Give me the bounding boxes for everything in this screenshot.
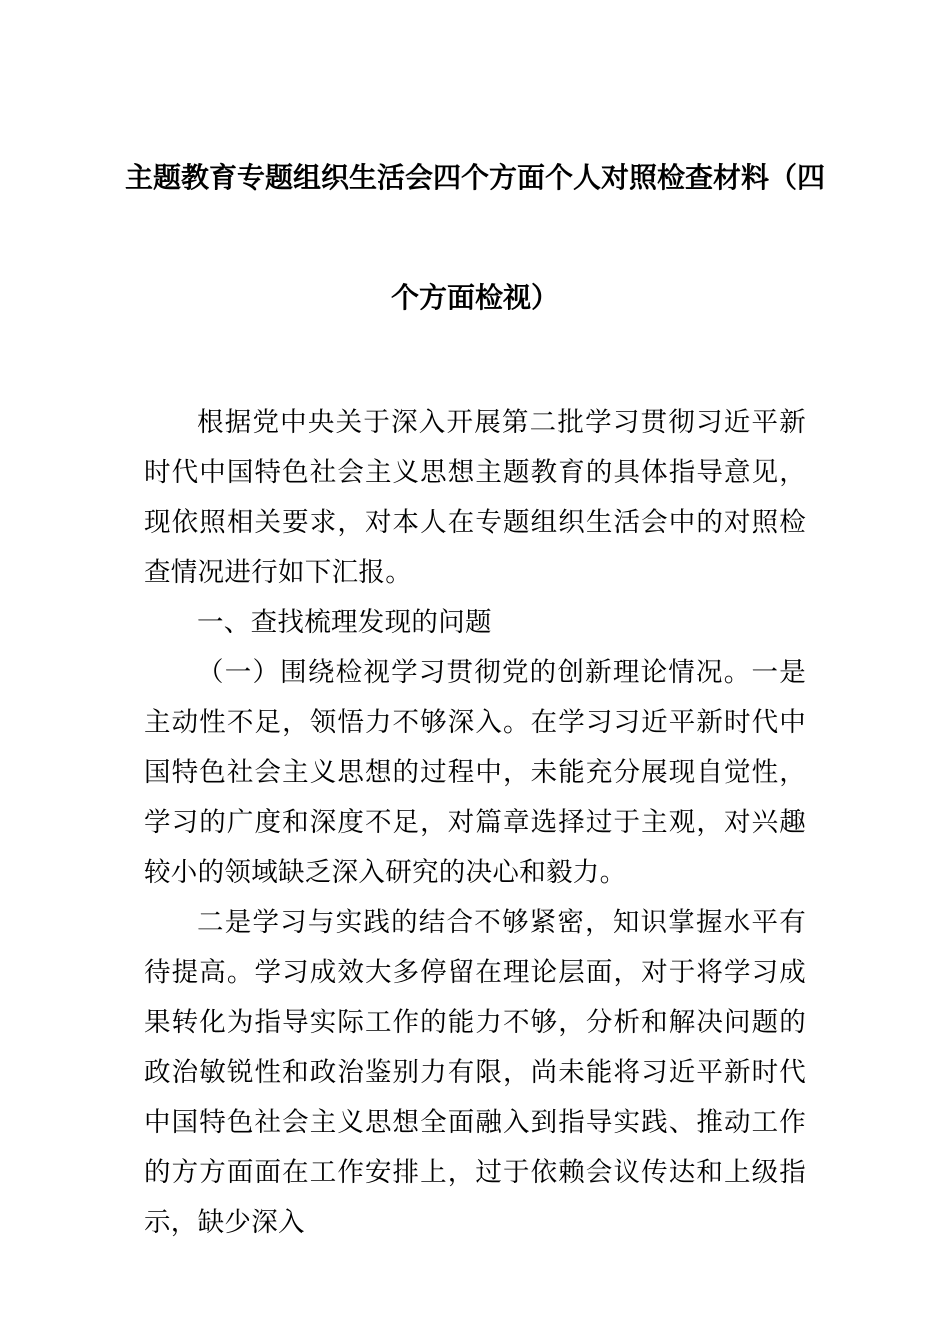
body-paragraph-2: 二是学习与实践的结合不够紧密，知识掌握水平有待提高。学习成效大多停留在理论层面，对于将学习成果转化为指导实际工作的能力不够，分析和解决问题的政治敏锐性和政治鉴别力有限，尚未能将习近平新时代中国特色社会主义思想全面融入到指导实践、推动工作的方方面面在工作安排上，过于依赖会议传达和上级指示，缺少深入 xyxy=(144,907,806,1238)
document-title-line-2: 个方面检视） xyxy=(390,281,559,314)
document-title-line-1: 主题教育专题组织生活会四个方面个人对照检查材料（四 xyxy=(124,161,825,194)
document-body xyxy=(144,398,806,1248)
intro-paragraph: 根据党中央关于深入开展第二批学习贯彻习近平新时代中国特色社会主义思想主题教育的具体指导意见，现依照相关要求，对本人在专题组织生活会中的对照检查情况进行如下汇报。 xyxy=(144,407,806,588)
subsection-paragraph-1: （一）围绕检视学习贯彻党的创新理论情况。一是主动性不足，领悟力不够深入。在学习习近平新时代中国特色社会主义思想的过程中，未能充分展现自觉性，学习的广度和深度不足，对篇章选择过于主观，对兴趣较小的领域缺乏深入研究的决心和毅力。 xyxy=(144,657,806,888)
section-heading-1: 一、查找梳理发现的问题 xyxy=(197,607,492,638)
